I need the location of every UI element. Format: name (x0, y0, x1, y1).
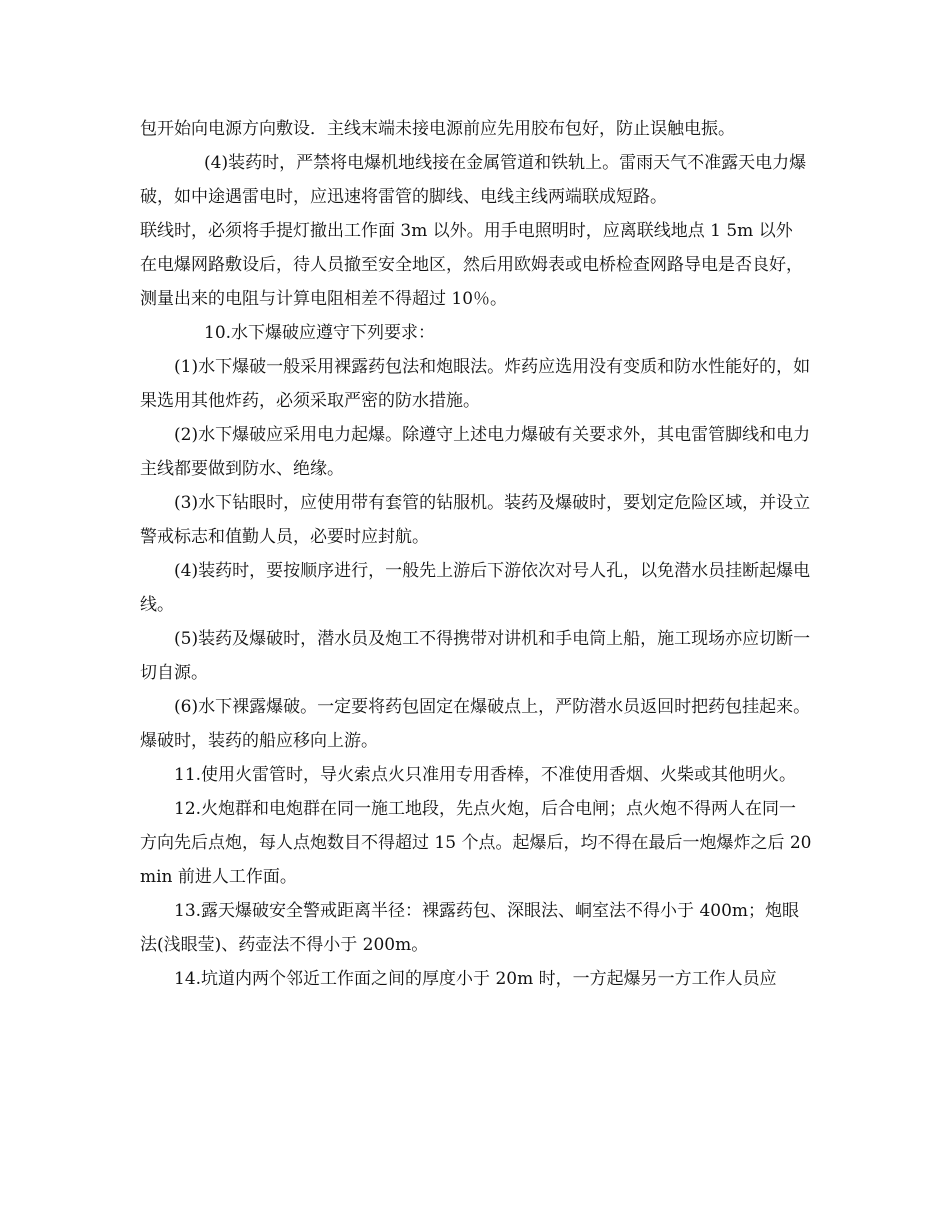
paragraph-wiring: 联线时，必须将手提灯撤出工作面 3m 以外。用手电照明时，应离联线地点 1 5m 以外 (140, 221, 793, 241)
paragraph-item-4: (4)装药时，要按顺序进行，一般先上游后下游依次对号人孔，以免潜水员挂断起爆电线。 (140, 561, 811, 615)
paragraph-item-4-charging: (4)装药时，严禁将电爆机地线接在金属管道和铁轨上。雷雨天气不准露天电力爆破，如中途遇雷电时，应迅速将雷管的脚线、电线主线两端联成短路。 (140, 153, 807, 207)
paragraph-network-check: 在电爆网路敷设后，待人员撤至安全地区，然后用欧姆表或电桥检查网路导电是否良好，测量出来的电阻与计算电阻相差不得超过 10％。 (140, 255, 803, 309)
paragraph-continuation: 包开始向电源方向敷设．主线末端未接电源前应先用胶布包好，防止误触电振。 (140, 119, 735, 139)
paragraph-item-5: (5)装药及爆破时，潜水员及炮工不得携带对讲机和手电筒上船，施工现场亦应切断一切自源。 (140, 629, 811, 683)
paragraph-item-3: (3)水下钻眼时，应使用带有套管的钻服机。装药及爆破时，要划定危险区域，并设立警戒标志和值勤人员，必要时应封航。 (140, 493, 811, 547)
paragraph-item-1: (1)水下爆破一般采用裸露药包法和炮眼法。炸药应选用没有变质和防水性能好的，如果选用其他炸药，必须采取严密的防水措施。 (140, 357, 811, 411)
paragraph-item-6: (6)水下裸露爆破。一定要将药包固定在爆破点上，严防潜水员返回时把药包挂起来。爆破时，装药的船应移向上游。 (140, 697, 811, 751)
paragraph-section-14: 14.坑道内两个邻近工作面之间的厚度小于 20m 时，一方起爆另一方工作人员应 (174, 969, 777, 989)
paragraph-section-10-heading: 10.水下爆破应遵守下列要求： (204, 323, 436, 343)
paragraph-section-13: 13.露天爆破安全警戒距离半径：裸露药包、深眼法、峒室法不得小于 400m；炮眼法(浅眼莹)、药壶法不得小于 200m。 (140, 901, 800, 955)
paragraph-section-12: 12.火炮群和电炮群在同一施工地段，先点火炮，后合电闸；点火炮不得两人在同一方向先后点炮，每人点炮数目不得超过 15 个点。起爆后，均不得在最后一炮爆炸之后 20min 前进人工作面。 (140, 799, 812, 887)
paragraph-item-2: (2)水下爆破应采用电力起爆。除遵守上述电力爆破有关要求外，其电雷管脚线和电力主线都要做到防水、绝缘。 (140, 425, 811, 479)
paragraph-section-11: 11.使用火雷管时，导火索点火只准用专用香棒，不准使用香烟、火柴或其他明火。 (174, 765, 797, 785)
document-body (140, 112, 812, 996)
